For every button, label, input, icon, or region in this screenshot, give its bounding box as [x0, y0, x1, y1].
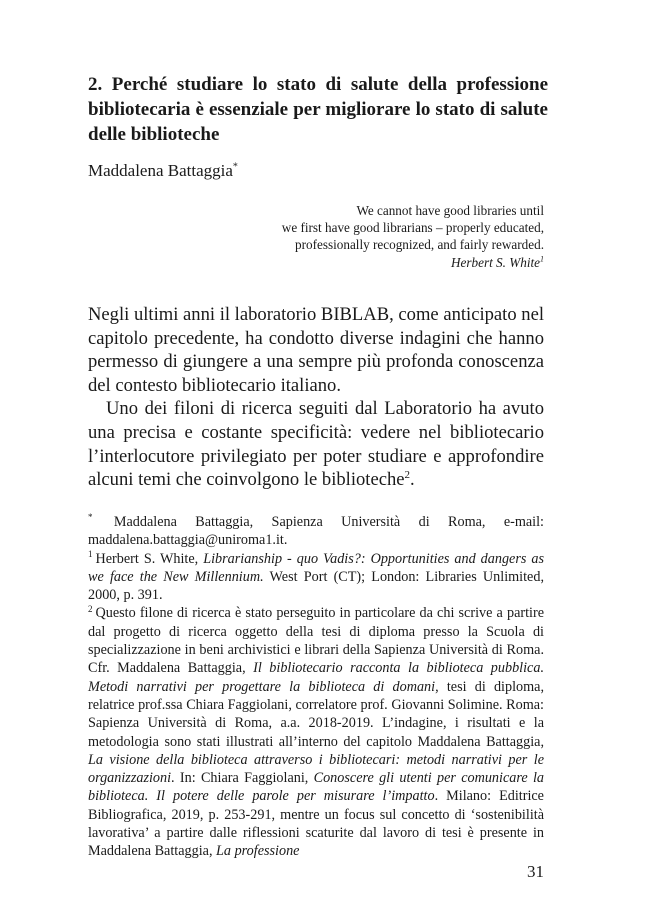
epigraph-footnote-mark: 1: [540, 254, 544, 264]
footnote-ref-2: 2: [404, 468, 411, 481]
footnote-text: . In: Chiara Faggiolani,: [171, 770, 314, 787]
footnote-mark: *: [88, 512, 93, 523]
footnote-text: . Milano: Editrice Bibliografica, 2019, p. 253-291, mentre un focus sul concetto di ‘sostenibilità lavorativa’ a partire dalle riflessioni scaturite dal lavoro di tesi è presente in Maddalena Battaggia,: [88, 788, 544, 860]
footnote-italic: Il bibliotecario racconta la biblioteca pubblica. Metodi narrativi per progettare la biblioteca di domani: [88, 660, 544, 695]
footnote-mark: 2: [88, 603, 93, 614]
footnote-text: Questo filone di ricerca è stato perseguito in particolare da chi scrive a partire dal progetto di ricerca oggetto della tesi di diploma presso la Scuola di specializzazione in beni archivistici e librari della Sapienza Università di Roma. Cfr. Maddalena Battaggia,: [88, 605, 544, 677]
footnote-author: [88, 513, 544, 550]
epigraph-line: we first have good librarians – properly educated,: [281, 220, 544, 236]
footnote-mark: 1: [88, 548, 93, 559]
footnote-italic: La visione della biblioteca attraverso i bibliotecari: metodi narrativi per le organizzazioni: [88, 751, 544, 787]
epigraph-source-name: Herbert S. White: [451, 254, 540, 270]
footnote-1: [88, 550, 544, 605]
epigraph-quote: [240, 202, 544, 271]
footnote-italic: Librarianship - quo Vadis?: Opportunities and dangers as we face the New Millennium.: [88, 550, 544, 585]
epigraph-line: professionally recognized, and fairly rewarded.: [295, 237, 544, 253]
author-name: Maddalena Battaggia: [88, 161, 233, 180]
author-footnote-mark: *: [232, 161, 238, 173]
body-paragraph-text: Uno dei filoni di ricerca seguiti dal Laboratorio ha avuto una precisa e costante specificità: vedere nel bibliotecario l’interlocutore privilegiato per poter studiare e approfondire alcuni temi che coinvolgono le biblioteche: [88, 398, 544, 491]
footnote-text: Maddalena Battaggia, Sapienza Università di Roma, e-mail: maddalena.battaggia@uniroma1.it.: [88, 514, 544, 549]
footnote-italic: Conoscere gli utenti per comunicare la biblioteca. Il potere delle parole per misurare l’impatto: [88, 770, 544, 805]
page-number: 31: [527, 862, 544, 881]
body-paragraph-end: .: [410, 469, 415, 491]
epigraph-source: [240, 254, 544, 271]
epigraph-line: We cannot have good libraries until: [356, 203, 544, 218]
body-paragraph: [88, 397, 544, 491]
footnote-2: [88, 604, 544, 860]
footnote-text: West Port (CT); London: Libraries Unlimited, 2000, p. 391.: [88, 568, 544, 604]
chapter-title: 2. Perché studiare lo stato di salute della professione bibliotecaria è essenziale per migliorare lo stato di salute delle biblioteche: [88, 74, 548, 145]
chapter-author: [88, 160, 238, 182]
body-paragraph: Negli ultimi anni il laboratorio BIBLAB, come anticipato nel capitolo precedente, ha condotto diverse indagini che hanno permesso di giungere a una sempre più profonda conoscenza del contesto bibliotecario italiano.: [88, 304, 544, 396]
footnote-text: Herbert S. White,: [95, 550, 204, 567]
body-text: [88, 303, 544, 492]
footnote-text: , tesi di diploma, relatrice prof.ssa Chiara Faggiolani, correlatore prof. Giovanni Solimine. Roma: Sapienza Università di Roma, a.a. 2018-2019. L’indagine, i risultati e la metodologia sono stati illustrati all’interno del capitolo Maddalena Battaggia,: [88, 678, 544, 750]
footnotes: [88, 513, 544, 861]
footnote-italic: La professione: [216, 843, 300, 860]
